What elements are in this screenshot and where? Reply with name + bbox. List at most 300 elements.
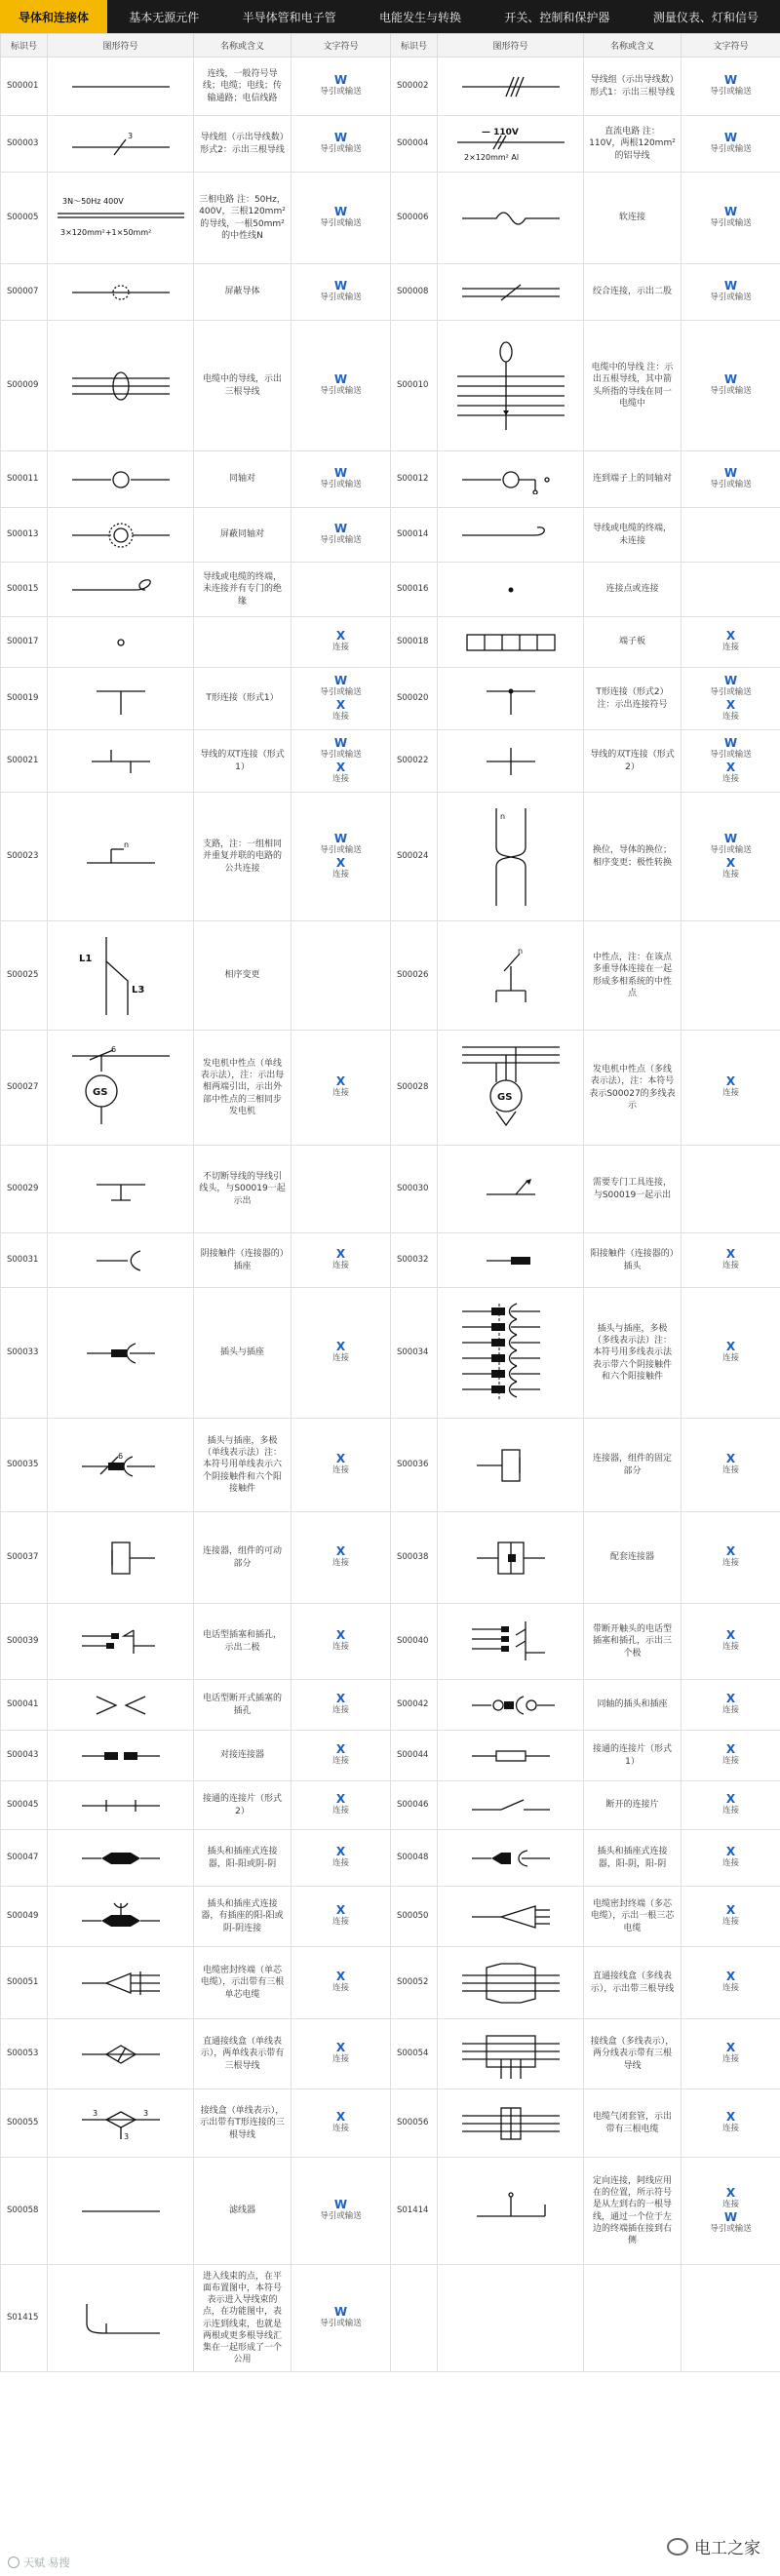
symbol-graphic-plug — [438, 1233, 584, 1288]
svg-text:6: 6 — [110, 1044, 116, 1054]
symbol-id: S00012 — [391, 451, 438, 508]
symbol-name: 直流电路 注：110V，两根120mm²的铝导线 — [584, 116, 682, 173]
code-meaning: 连接 — [722, 1705, 739, 1716]
code-cell — [292, 1512, 391, 1604]
symbol-id: S00011 — [1, 451, 48, 508]
code-letter: X — [725, 2110, 736, 2125]
code-meaning: 导引或输送 — [320, 386, 362, 397]
symbol-id: S00034 — [391, 1288, 438, 1419]
symbol-name — [194, 617, 292, 668]
svg-text:6: 6 — [117, 1451, 123, 1461]
code-cell — [682, 1680, 780, 1731]
table-header-row — [1, 34, 780, 58]
symbol-graphic-twist — [438, 173, 584, 264]
code-cell — [292, 1233, 391, 1288]
code-letter: W — [723, 73, 738, 88]
symbol-graphic-transpose — [438, 793, 584, 921]
symbol-graphic-dot — [438, 563, 584, 617]
code-meaning: 连接 — [332, 1705, 349, 1716]
symbol-graphic-gs2 — [438, 1031, 584, 1146]
symbol-name: 导线组（示出导线数）形式2：示出三根导线 — [194, 116, 292, 173]
symbol-graphic-shielded — [48, 264, 194, 321]
symbol-name: 连接点或连接 — [584, 563, 682, 617]
symbol-id: S00041 — [1, 1680, 48, 1731]
code-letter: X — [335, 1903, 346, 1918]
symbol-name: 插头与插座 — [194, 1288, 292, 1419]
symbol-id: S00054 — [391, 2019, 438, 2089]
symbol-id: S00002 — [391, 58, 438, 116]
symbol-id: S00038 — [391, 1512, 438, 1604]
code-meaning: 连接 — [722, 1261, 739, 1271]
code-letter: W — [333, 279, 348, 293]
symbol-graphic-twisted — [438, 264, 584, 321]
svg-text:3: 3 — [127, 131, 133, 140]
symbol-graphic-straight1 — [48, 2019, 194, 2089]
symbol-id: S00016 — [391, 563, 438, 617]
chat-bubble-icon — [667, 2538, 688, 2556]
code-meaning: 连接 — [722, 1088, 739, 1099]
symbol-name: 接通的连接片（形式2） — [194, 1781, 292, 1830]
header-name-2: 名称或含义 — [584, 34, 682, 58]
symbol-name: 导线的双T连接（形式2） — [584, 730, 682, 793]
symbol-name: 电缆中的导线 注：示出五根导线，其中箭头所指的导线在同一电缆中 — [584, 321, 682, 451]
code-meaning: 连接 — [722, 1806, 739, 1816]
svg-text:3×120mm²+1×50mm²: 3×120mm²+1×50mm² — [59, 227, 151, 237]
code-cell — [292, 321, 391, 451]
header-code-2: 文字符号 — [682, 34, 780, 58]
code-letter: W — [723, 205, 738, 219]
code-letter: X — [335, 1247, 346, 1262]
symbol-graphic-end-insulated — [48, 563, 194, 617]
table-row — [1, 116, 780, 173]
symbol-name: 阳接触件（连接器的）插头 — [584, 1233, 682, 1288]
code-cell — [682, 921, 780, 1031]
code-cell — [292, 451, 391, 508]
symbol-graphic-breakjack — [48, 1680, 194, 1731]
symbol-graphic-terminal-strip — [438, 617, 584, 668]
tab-2[interactable]: 半导体管和电子管 — [242, 10, 336, 24]
symbol-name: 插头与插座，多极（多线表示法）注：本符号用多线表示法表示带六个阴接触件和六个阳接触件 — [584, 1288, 682, 1419]
code-letter: W — [723, 673, 738, 687]
code-letter: X — [335, 1692, 346, 1706]
code-meaning: 导引或输送 — [710, 386, 752, 397]
code-letter: W — [333, 2305, 348, 2320]
table-row — [1, 1830, 780, 1887]
symbol-graphic-phone2 — [48, 1604, 194, 1680]
code-meaning: 连接 — [332, 1353, 349, 1364]
code-meaning: 导引或输送 — [710, 87, 752, 98]
code-meaning: 导引或输送 — [710, 2223, 752, 2234]
symbol-graphic-coaxplug — [438, 1680, 584, 1731]
code-meaning: 连接 — [332, 1465, 349, 1476]
table-row — [1, 1781, 780, 1830]
table-row — [1, 1947, 780, 2019]
symbol-graphic-straight — [438, 1947, 584, 2019]
code-meaning: 导引或输送 — [320, 144, 362, 155]
code-meaning: 导引或输送 — [320, 218, 362, 229]
code-meaning: 连接 — [332, 2124, 349, 2134]
symbol-graphic-link3 — [48, 1781, 194, 1830]
code-cell — [292, 1031, 391, 1146]
symbol-id: S00036 — [391, 1419, 438, 1512]
symbol-id: S00037 — [1, 1512, 48, 1604]
symbol-name: 电缆中的导线，示出三根导线 — [194, 321, 292, 451]
code-meaning: 连接 — [332, 1806, 349, 1816]
symbol-name: 需要专门工具连接，与S00019一起示出 — [584, 1146, 682, 1233]
code-letter: X — [725, 1452, 736, 1466]
code-cell — [292, 2089, 391, 2158]
code-cell — [682, 116, 780, 173]
code-cell — [682, 58, 780, 116]
symbol-name — [584, 2265, 682, 2372]
code-letter: X — [725, 629, 736, 644]
code-cell — [292, 730, 391, 793]
code-letter: W — [333, 673, 348, 687]
code-letter: W — [723, 279, 738, 293]
symbol-name: 连线，一般符号导线；电缆；电线；传输通路；电信线路 — [194, 58, 292, 116]
symbol-name: 端子板 — [584, 617, 682, 668]
svg-text:2×120mm² Al: 2×120mm² Al — [463, 152, 519, 162]
table-row — [1, 1512, 780, 1604]
symbol-id: S00013 — [1, 508, 48, 563]
code-meaning: 连接 — [722, 773, 739, 784]
code-cell — [682, 730, 780, 793]
code-letter: W — [723, 131, 738, 145]
symbol-name: 支路，注：一组相同并重复并联的电路的公共连接 — [194, 793, 292, 921]
code-cell — [292, 116, 391, 173]
symbol-id: S00030 — [391, 1146, 438, 1233]
code-meaning: 导引或输送 — [320, 2211, 362, 2222]
symbol-id: S00015 — [1, 563, 48, 617]
symbol-id: S00021 — [1, 730, 48, 793]
header-id: 标识号 — [1, 34, 48, 58]
symbol-id: S00039 — [1, 1604, 48, 1680]
code-cell — [292, 173, 391, 264]
table-row — [1, 668, 780, 730]
code-cell — [682, 1233, 780, 1288]
tab-5[interactable]: 测量仪表、灯和信号 — [652, 10, 759, 24]
symbol-id: S00027 — [1, 1031, 48, 1146]
code-letter: X — [335, 1340, 346, 1354]
code-meaning: 导引或输送 — [320, 87, 362, 98]
header-symbol-2: 图形符号 — [438, 34, 584, 58]
table-row — [1, 58, 780, 116]
symbol-name: T形连接（形式2）注：示出连接符号 — [584, 668, 682, 730]
code-letter: X — [335, 1970, 346, 1984]
table-row — [1, 1419, 780, 1512]
table-row — [1, 264, 780, 321]
code-letter: W — [723, 2209, 738, 2224]
code-letter: X — [335, 2110, 346, 2125]
code-letter: X — [335, 1074, 346, 1089]
symbol-name: 不切断导线的导线引线头，与S00019一起示出 — [194, 1146, 292, 1233]
symbol-name: 阴接触件（连接器的）插座 — [194, 1233, 292, 1288]
code-cell — [292, 617, 391, 668]
code-cell — [682, 668, 780, 730]
table-row — [1, 793, 780, 921]
code-letter: W — [723, 372, 738, 387]
code-meaning: 连接 — [722, 1983, 739, 1994]
code-meaning: 导引或输送 — [320, 687, 362, 698]
symbol-graphic-link1 — [48, 1731, 194, 1781]
code-letter: W — [333, 372, 348, 387]
symbol-id: S00017 — [1, 617, 48, 668]
code-meaning: 连接 — [722, 1917, 739, 1928]
code-meaning: 导引或输送 — [320, 535, 362, 546]
symbol-id: S00003 — [1, 116, 48, 173]
symbol-name: 插头与插座，多极（单线表示法）注：本符号用单线表示六个阴接触件和六个阳接触件 — [194, 1419, 292, 1512]
code-letter: X — [725, 2185, 736, 2200]
symbol-graphic-circle — [48, 617, 194, 668]
code-cell — [682, 1731, 780, 1781]
code-cell — [292, 1419, 391, 1512]
svg-text:3: 3 — [123, 2131, 129, 2141]
code-meaning: 连接 — [332, 1558, 349, 1569]
code-letter: X — [725, 697, 736, 712]
symbol-name: 连接器，组件的可动部分 — [194, 1512, 292, 1604]
svg-text:L3: L3 — [131, 984, 144, 995]
code-letter: X — [725, 760, 736, 774]
symbol-name: 同轴的插头和插座 — [584, 1680, 682, 1731]
symbol-id: S00001 — [1, 58, 48, 116]
symbol-graphic-empty — [438, 2265, 584, 2372]
symbol-graphic-tee2 — [438, 668, 584, 730]
symbol-graphic-plugtail2 — [438, 1830, 584, 1887]
symbol-id: S00044 — [391, 1731, 438, 1781]
svg-text:— 110V: — 110V — [481, 127, 519, 137]
code-cell — [292, 1887, 391, 1947]
code-letter: X — [335, 855, 346, 870]
code-meaning: 连接 — [332, 1642, 349, 1653]
code-meaning: 连接 — [332, 869, 349, 879]
symbol-id: S00009 — [1, 321, 48, 451]
symbol-graphic-double1 — [48, 730, 194, 793]
code-letter: X — [725, 1074, 736, 1089]
svg-text:n: n — [499, 811, 505, 821]
code-letter: X — [725, 1340, 736, 1354]
code-letter: X — [335, 1452, 346, 1466]
symbol-name: 带断开触头的电话型插塞和插孔，示出三个极 — [584, 1604, 682, 1680]
symbol-name: 三相电路 注：50Hz，400V，三根120mm²的导线，一根50mm²的中性线N — [194, 173, 292, 264]
symbol-id: S00056 — [391, 2089, 438, 2158]
symbol-graphic-cableseal — [438, 1887, 584, 1947]
code-cell — [682, 451, 780, 508]
symbol-id: S00046 — [391, 1781, 438, 1830]
code-meaning: 连接 — [332, 711, 349, 722]
code-meaning: 导引或输送 — [710, 480, 752, 490]
svg-text:3: 3 — [142, 2108, 148, 2118]
code-meaning: 连接 — [722, 1858, 739, 1869]
symbol-graphic-mark — [438, 2158, 584, 2265]
header-code: 文字符号 — [292, 34, 391, 58]
symbol-graphic-link-open — [438, 1781, 584, 1830]
symbol-graphic-seal1 — [48, 1947, 194, 2019]
symbol-id: S00023 — [1, 793, 48, 921]
table-row — [1, 2158, 780, 2265]
symbol-table — [0, 33, 780, 2372]
symbol-graphic-gasstop — [438, 2089, 584, 2158]
symbol-name: 同轴对 — [194, 451, 292, 508]
code-cell — [682, 508, 780, 563]
code-cell — [682, 1146, 780, 1233]
tab-4[interactable]: 开关、控制和保护器 — [504, 10, 610, 24]
symbol-graphic-link2 — [438, 1731, 584, 1781]
code-meaning: 导引或输送 — [710, 845, 752, 856]
symbol-id: S00032 — [391, 1233, 438, 1288]
code-cell — [682, 1288, 780, 1419]
symbol-id: S00052 — [391, 1947, 438, 2019]
code-cell — [682, 563, 780, 617]
symbol-id: S00050 — [391, 1887, 438, 1947]
table-row — [1, 173, 780, 264]
code-letter: X — [335, 629, 346, 644]
code-cell — [292, 1146, 391, 1233]
tab-0[interactable]: 导体和连接体 — [0, 0, 107, 33]
symbol-name: 接线盒（多线表示），两分线表示带有三根导线 — [584, 2019, 682, 2089]
symbol-graphic-plugtail — [48, 1830, 194, 1887]
code-meaning: 连接 — [332, 1088, 349, 1099]
symbol-name: 屏蔽导体 — [194, 264, 292, 321]
code-meaning: 连接 — [722, 869, 739, 879]
symbol-graphic-three-line — [438, 58, 584, 116]
code-meaning: 导引或输送 — [710, 687, 752, 698]
code-cell — [292, 508, 391, 563]
symbol-name: 连到端子上的同轴对 — [584, 451, 682, 508]
code-letter: X — [335, 760, 346, 774]
svg-text:L1: L1 — [78, 953, 92, 964]
code-cell — [292, 2158, 391, 2265]
code-letter: W — [333, 735, 348, 750]
symbol-id: S00040 — [391, 1604, 438, 1680]
symbol-graphic-plug-tool — [48, 1146, 194, 1233]
symbol-name: 屏蔽同轴对 — [194, 508, 292, 563]
tab-1[interactable]: 基本无源元件 — [129, 10, 200, 24]
code-meaning: 连接 — [332, 1756, 349, 1767]
code-letter: X — [725, 2041, 736, 2055]
code-meaning: 导引或输送 — [710, 218, 752, 229]
tab-3[interactable]: 电能发生与转换 — [379, 10, 462, 24]
code-letter: X — [725, 1692, 736, 1706]
table-row — [1, 2265, 780, 2372]
symbol-graphic-phone3 — [438, 1604, 584, 1680]
code-cell — [292, 1604, 391, 1680]
code-cell — [292, 58, 391, 116]
code-meaning: 连接 — [332, 1261, 349, 1271]
table-row — [1, 1233, 780, 1288]
code-letter: W — [723, 735, 738, 750]
code-letter: X — [335, 1845, 346, 1859]
symbol-name: 插头和插座式连接器，阳-阴，阳-阴 — [584, 1830, 682, 1887]
symbol-graphic-mating — [438, 1512, 584, 1604]
symbol-id: S01415 — [1, 2265, 48, 2372]
table-row — [1, 1680, 780, 1731]
symbol-id: S00025 — [1, 921, 48, 1031]
watermark-logo-icon — [8, 2556, 20, 2568]
symbol-name: 电缆气闭套管，示出带有三根电缆 — [584, 2089, 682, 2158]
code-cell — [682, 1781, 780, 1830]
symbol-graphic-entry — [48, 2265, 194, 2372]
symbol-graphic-coax-shield — [48, 508, 194, 563]
symbol-id: S00058 — [1, 2158, 48, 2265]
code-meaning: 连接 — [722, 1465, 739, 1476]
symbol-name: 插头和插座式连接器，阳-阳或阴-阴 — [194, 1830, 292, 1887]
symbol-graphic-plugsock — [48, 1288, 194, 1419]
symbol-id — [391, 2265, 438, 2372]
code-letter: X — [725, 1970, 736, 1984]
category-tab-bar — [0, 0, 780, 33]
code-cell — [682, 1830, 780, 1887]
right-watermark — [667, 2534, 760, 2558]
svg-text:3: 3 — [92, 2108, 98, 2118]
code-letter: X — [725, 1845, 736, 1859]
code-letter: X — [335, 1544, 346, 1559]
code-cell — [292, 1830, 391, 1887]
symbol-graphic-socket — [48, 1233, 194, 1288]
code-letter: X — [725, 1247, 736, 1262]
code-cell — [682, 2265, 780, 2372]
code-meaning: 连接 — [332, 2054, 349, 2065]
code-letter: X — [335, 2041, 346, 2055]
code-letter: W — [723, 466, 738, 481]
symbol-name: 发电机中性点（多线表示法），注：本符号表示S00027的多线表示 — [584, 1031, 682, 1146]
code-meaning: 导引或输送 — [320, 750, 362, 761]
code-meaning: 导引或输送 — [320, 293, 362, 303]
symbol-id: S00006 — [391, 173, 438, 264]
table-row — [1, 730, 780, 793]
symbol-graphic-tool-only — [438, 1146, 584, 1233]
code-meaning: 连接 — [722, 643, 739, 653]
code-meaning: 连接 — [722, 2124, 739, 2134]
symbol-id: S00008 — [391, 264, 438, 321]
code-cell — [292, 921, 391, 1031]
code-meaning: 连接 — [722, 2054, 739, 2065]
code-letter: X — [725, 1628, 736, 1643]
symbol-id: S00028 — [391, 1031, 438, 1146]
code-meaning: 连接 — [332, 1983, 349, 1994]
symbol-id: S00043 — [1, 1731, 48, 1781]
symbol-id: S00024 — [391, 793, 438, 921]
symbol-graphic-junction1 — [48, 2089, 194, 2158]
table-row — [1, 617, 780, 668]
table-row — [1, 1146, 780, 1233]
symbol-graphic-tee1 — [48, 668, 194, 730]
symbol-name: T形连接（形式1） — [194, 668, 292, 730]
symbol-name: 滤线器 — [194, 2158, 292, 2265]
code-cell — [682, 793, 780, 921]
code-cell — [682, 617, 780, 668]
code-letter: W — [333, 205, 348, 219]
symbol-id: S00010 — [391, 321, 438, 451]
symbol-graphic-branch — [48, 793, 194, 921]
code-meaning: 连接 — [332, 643, 349, 653]
symbol-name: 导线或电缆的终端，未连接并有专门的绝缘 — [194, 563, 292, 617]
symbol-id: S00051 — [1, 1947, 48, 2019]
code-letter: W — [723, 831, 738, 845]
code-meaning: 连接 — [722, 711, 739, 722]
code-meaning: 连接 — [722, 1756, 739, 1767]
code-letter: X — [335, 1628, 346, 1643]
symbol-name: 直通接线盒（多线表示），示出带三根导线 — [584, 1947, 682, 2019]
code-letter: W — [333, 831, 348, 845]
svg-text:n: n — [517, 946, 523, 956]
header-symbol: 图形符号 — [48, 34, 194, 58]
symbol-graphic-plugsock-single — [48, 1419, 194, 1512]
symbol-graphic-cable5 — [438, 321, 584, 451]
symbol-id: S00007 — [1, 264, 48, 321]
symbol-graphic-movable — [48, 1512, 194, 1604]
symbol-name: 接通的连接片（形式1） — [584, 1731, 682, 1781]
symbol-id: S00029 — [1, 1146, 48, 1233]
